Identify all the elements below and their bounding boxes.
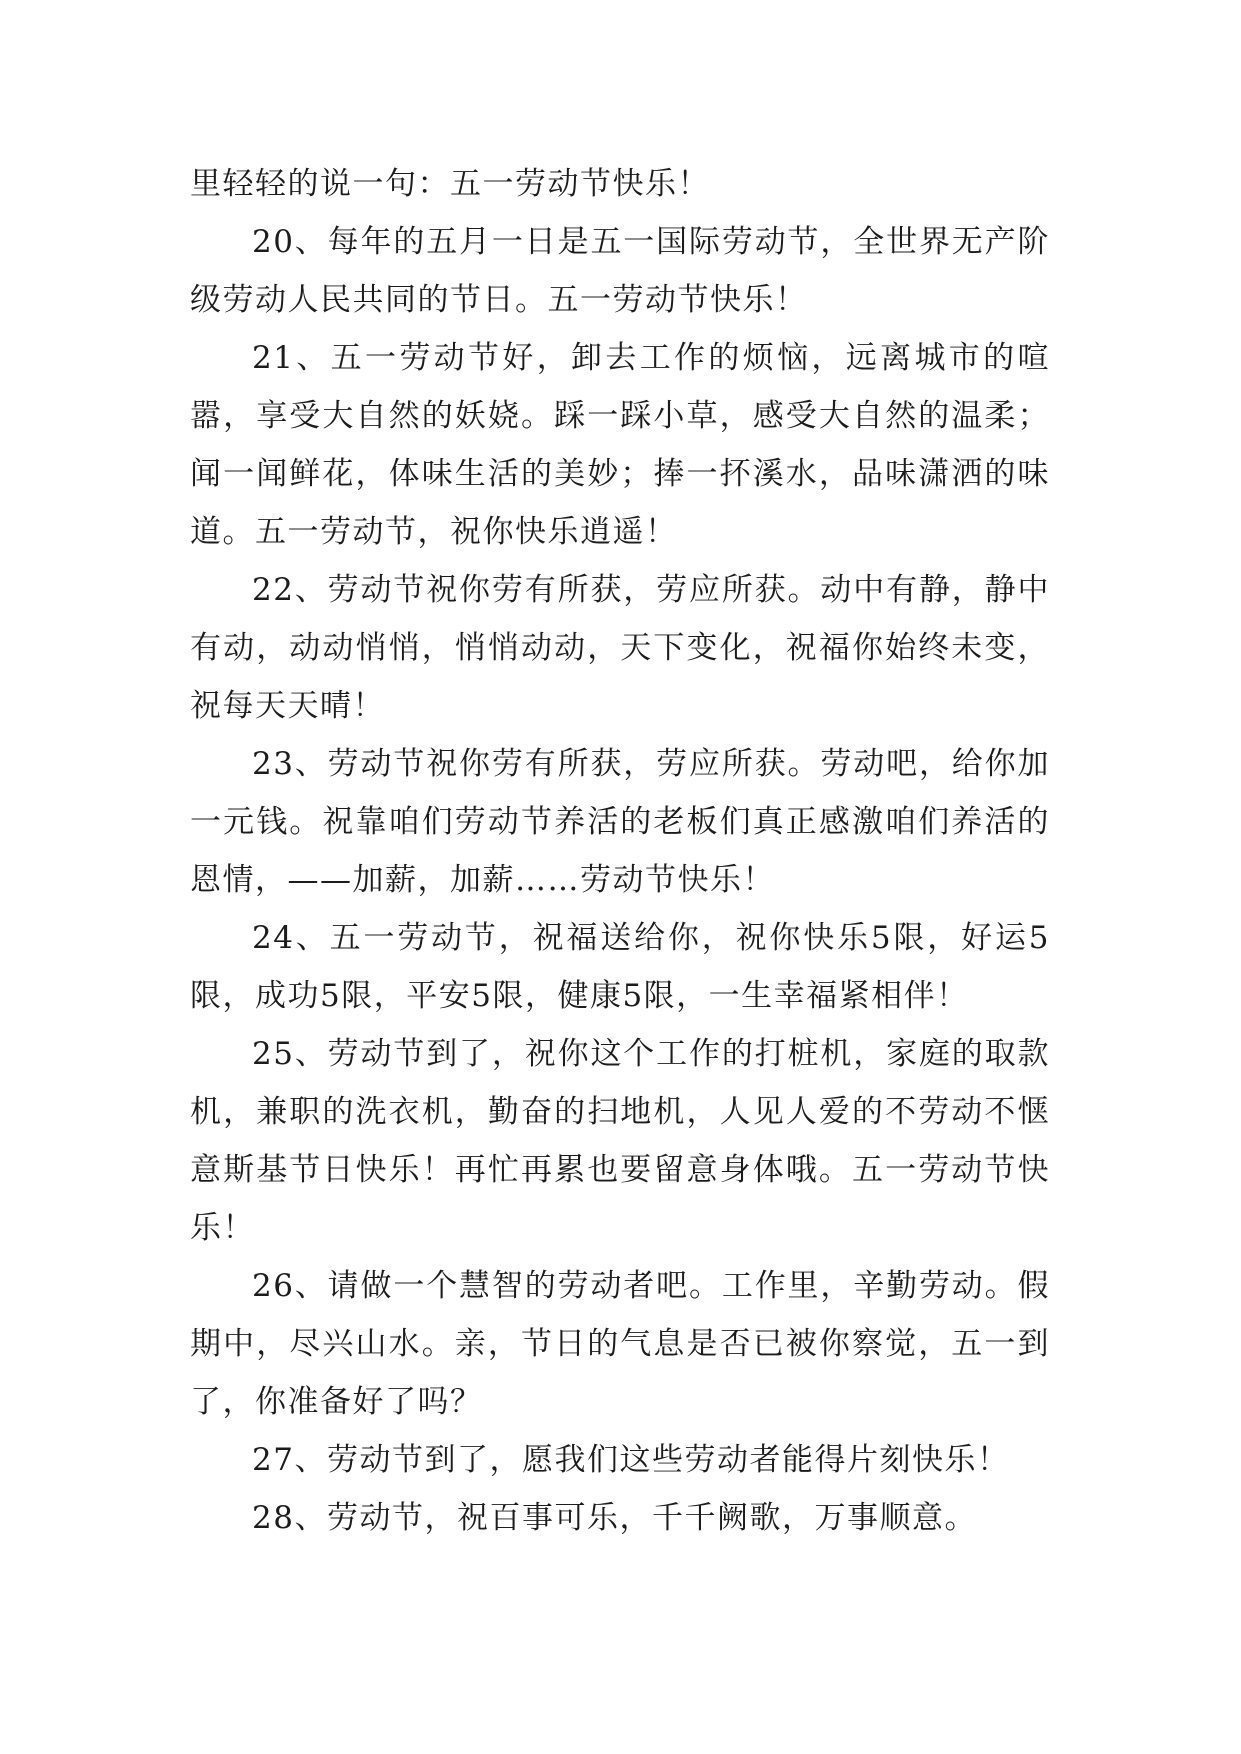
paragraph-26: 26、请做一个慧智的劳动者吧。工作里，辛勤劳动。假期中，尽兴山水。亲，节日的气息是否已被你察觉，五一到了，你准备好了吗？: [190, 1268, 1050, 1420]
paragraph-20: 20、每年的五月一日是五一国际劳动节，全世界无产阶级劳动人民共同的节日。五一劳动节快乐！: [190, 224, 1050, 318]
document-body: [190, 155, 1050, 1547]
paragraph-continuation: 里轻轻的说一句：五一劳动节快乐！: [190, 166, 710, 202]
paragraph-24: 24、五一劳动节，祝福送给你，祝你快乐5限，好运5限，成功5限，平安5限，健康5限，一生幸福紧相伴！: [190, 920, 1050, 1014]
paragraph-25: 25、劳动节到了，祝你这个工作的打桩机，家庭的取款机，兼职的洗衣机，勤奋的扫地机，人见人爱的不劳动不惬意斯基节日快乐！再忙再累也要留意身体哦。五一劳动节快乐！: [190, 1036, 1050, 1246]
paragraph-23: 23、劳动节祝你劳有所获，劳应所获。劳动吧，给你加一元钱。祝靠咱们劳动节养活的老板们真正感激咱们养活的恩情，——加薪，加薪……劳动节快乐！: [190, 746, 1050, 898]
paragraph-27: 27、劳动节到了，愿我们这些劳动者能得片刻快乐！: [252, 1442, 1010, 1478]
paragraph-22: 22、劳动节祝你劳有所获，劳应所获。动中有静，静中有动，动动悄悄，悄悄动动，天下变化，祝福你始终未变，祝每天天晴！: [190, 572, 1050, 724]
paragraph-21: 21、五一劳动节好，卸去工作的烦恼，远离城市的喧嚣，享受大自然的妖娆。踩一踩小草，感受大自然的温柔；闻一闻鲜花，体味生活的美妙；捧一抔溪水，品味潇洒的味道。五一劳动节，祝你快乐逍遥！: [190, 340, 1050, 550]
paragraph-28: 28、劳动节，祝百事可乐，千千阙歌，万事顺意。: [252, 1500, 977, 1536]
